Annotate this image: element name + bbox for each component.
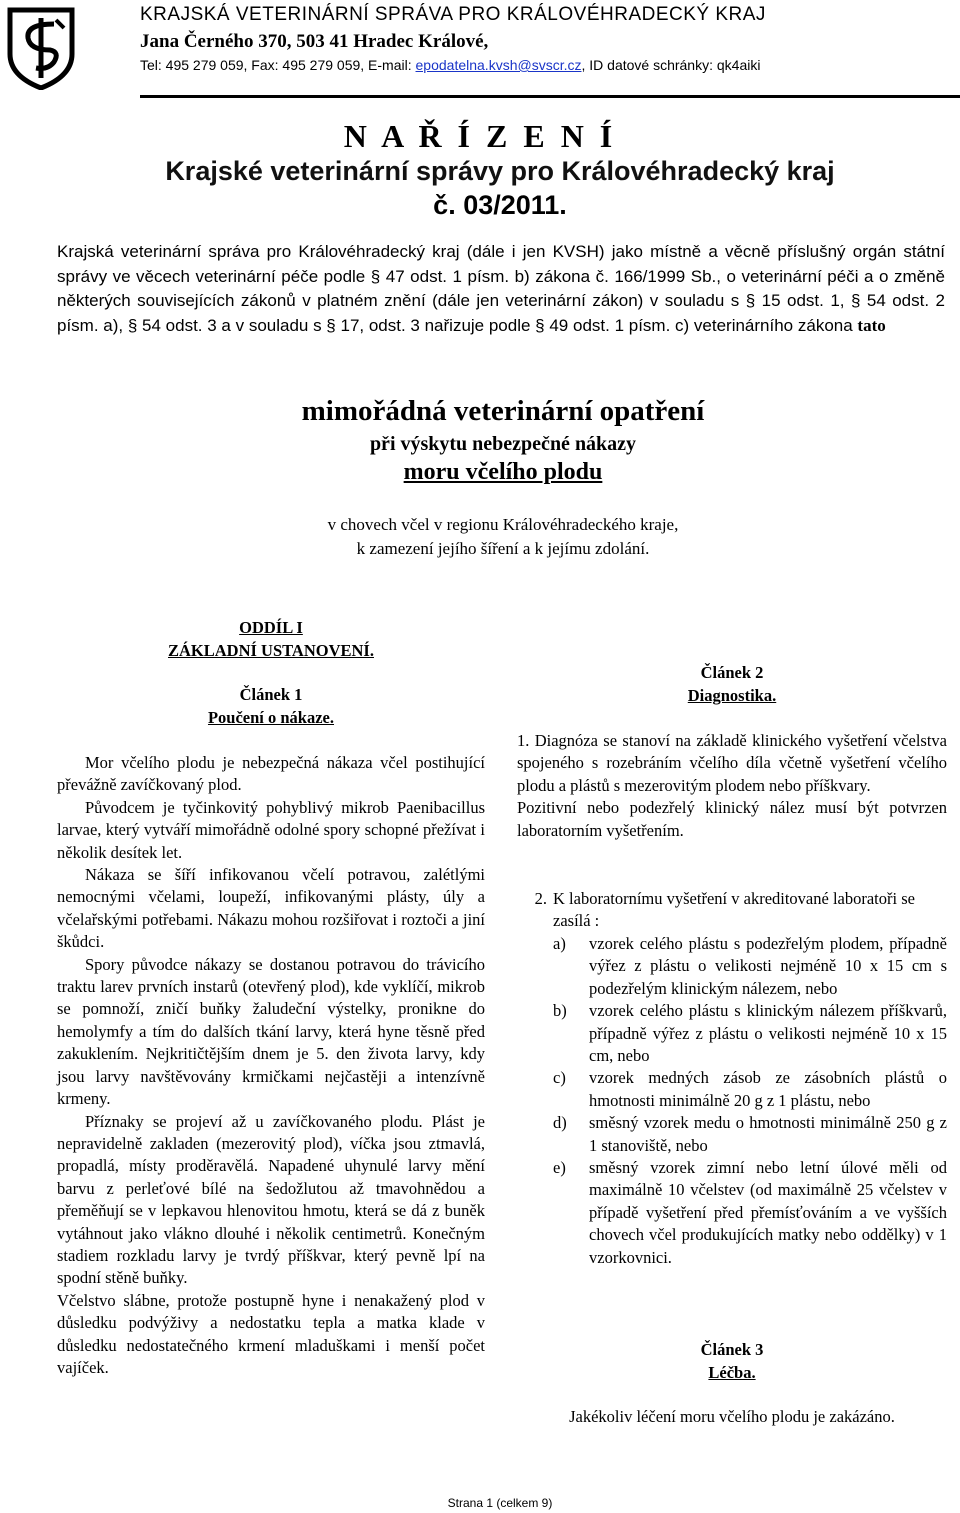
office-contacts	[140, 55, 760, 76]
scope-line-1: v chovech včel v regionu Královéhradeckého kraje,	[327, 515, 679, 534]
article1-paragraph: Příznaky se projeví až u zavíčkovaného plodu. Plást je nepravidelně zakladen (mezerovitý plod), víčka jsou ztmavlá, propadlá, místy proděravělá. Napadené uhynulé larvy mění barvu z perleťové bílé na šedožlutou až tmavohnědou a přeměňují se v lepkavou hlenovitou hmotu, která se dá z buněk vytáhnout jako vlákno dlouhé i několik centimetrů. Konečným stadiem rozkladu larvy je tvrdý příškvar, který pevně lpí na spodní stěně buňky.	[57, 1111, 485, 1288]
list-item-text: vzorek celého plástu s klinickým nálezem příškvarů, případně výřez z plástu o velikosti nejméně 10 x 15 cm, nebo	[589, 1001, 947, 1066]
article1-label: Článek 1	[239, 685, 303, 704]
article1-paragraph: Původcem je tyčinkovitý pohyblivý mikrob Paenibacillus larvae, který vytváří mimořádně odolné spory schopné přežívat i několik desítek let.	[57, 797, 485, 862]
measure-title: mimořádná veterinární opatření	[301, 395, 705, 427]
article2-item1b-text: Pozitivní nebo podezřelý klinický nález musí být potvrzen laboratorním vyšetřením.	[517, 798, 947, 840]
list-item-label: b)	[553, 1001, 567, 1021]
item-text: Diagnóza se stanoví na základě klinického vyšetření včelstva spojeného s rozebráním včelího díla včetně vyšetření včelího plodu a plástů s mezerovitým plodem nebo příškvary.	[517, 731, 947, 795]
list-item	[517, 1112, 947, 1157]
article2-title: Diagnostika.	[687, 686, 777, 705]
list-item-text: vzorek celého plástu s podezřelým plodem, případně výřez z plástu o velikosti nejméně 10 x 15 cm s podezřelým klinickým nálezem, nebo	[589, 934, 947, 998]
article1-paragraph: Nákaza se šíří infikovanou včelí potravou, zalétlými nemocnými včelami, loupeží, infikovanými plásty, úly a včelařskými potřebami. Nákazu mohou rozšiřovat i roztoči a jiní škůdci.	[57, 865, 485, 952]
section-label: ODDÍL I	[239, 618, 303, 637]
article2-item2-line	[517, 888, 947, 933]
list-item-text: vzorek medných zásob ze zásobních plástů o hmotnosti minimálně 20 g z 1 plástu, nebo	[589, 1068, 947, 1110]
document-heading: N A Ř Í Z E N Í	[343, 118, 617, 154]
vet-emblem-logo	[6, 6, 76, 90]
article1-title: Poučení o nákaze.	[207, 708, 335, 727]
measure-subtitle: při výskytu nebezpečné nákazy	[369, 433, 637, 455]
article1-body	[57, 752, 485, 1379]
document-subheading: Krajské veterinární správy pro Královéhradecký kraj	[165, 156, 835, 186]
list-item	[517, 1000, 947, 1067]
scope-line-2: k zamezení jejího šíření a k jejímu zdolání.	[356, 539, 650, 558]
item-number: 1.	[517, 731, 530, 750]
list-item-text: směsný vzorek medu o hmotnosti minimálně 250 g z 1 stanoviště, nebo	[589, 1113, 947, 1155]
item-number: 2.	[534, 889, 547, 908]
article1-paragraph: Mor včelího plodu je nebezpečná nákaza včel postihující převážně zavíčkovaný plod.	[57, 753, 485, 795]
header-divider	[140, 95, 960, 98]
office-address: Jana Černého 370, 503 41 Hradec Králové,	[140, 31, 489, 52]
intro-text: Krajská veterinární správa pro Královéhradecký kraj (dále i jen KVSH) jako místně a věcně příslušný orgán státní správy ve věcech veterinární péče podle § 47 odst. 1 písm. b) zákona č. 166/1999 Sb., o veterinární péči a o změně některých souvisejících zákonů v platném znění (dále jen veterinární zákon) v souladu s § 15 odst. 1, § 54 odst. 2 písm. a), § 54 odst. 3 a v souladu s § 17, odst. 3 nařizuje podle § 49 odst. 1 písm. c) veterinárního zákona	[57, 242, 945, 335]
data-box-id: , ID datové schránky: qk4aiki	[581, 57, 761, 73]
document-number: č. 03/2011.	[433, 190, 567, 220]
page-number: Strana 1 (celkem 9)	[447, 1496, 553, 1510]
list-item-label: d)	[553, 1113, 567, 1133]
item-text: K laboratornímu vyšetření v akreditované laboratoři se zasílá :	[553, 889, 915, 931]
sample-list	[517, 933, 947, 1269]
list-item	[517, 1157, 947, 1269]
intro-paragraph	[57, 240, 945, 338]
article3-text: Jakékoliv léčení moru včelího plodu je zakázáno.	[569, 1407, 895, 1426]
list-item-label: c)	[553, 1068, 566, 1088]
article1-paragraph: Spory původce nákazy se dostanou potravou do trávicího traktu larev prvních instarů (otevřený plod), kde vyklíčí, mikrob se pomnoží, zničí buňky žaludeční výstelky, pronikne do hemolymfy a tím do dalších tkání larvy, která hyne těsně před zakuklením. Nejkritičtějším dnem je 5. den života larvy, kdy jsou larvy navštěvovány krmičkami nejčastěji a intenzívně krmeny.	[57, 954, 485, 1109]
article2-item2	[517, 888, 947, 933]
list-item-label: e)	[553, 1158, 566, 1178]
article2-label: Článek 2	[700, 663, 764, 682]
contact-phones: Tel: 495 279 059, Fax: 495 279 059, E-mail:	[140, 57, 416, 73]
office-name: KRAJSKÁ VETERINÁRNÍ SPRÁVA PRO KRÁLOVÉHRADECKÝ KRAJ	[140, 4, 766, 25]
list-item	[517, 1067, 947, 1112]
article3-title: Léčba.	[708, 1363, 756, 1382]
list-item-text: směsný vzorek zimní nebo letní úlové měli od maximálně 10 včelstev (od maximálně 25 včelstev v případě vyšetření před přemísťováním a ve vyšších chovech včel produkujících matky nebo oddělky) v 1 vzorkovnici.	[589, 1158, 947, 1267]
article2-item1-text	[517, 730, 947, 797]
section-name: ZÁKLADNÍ USTANOVENÍ.	[168, 641, 374, 660]
article1-paragraph: Včelstvo slábne, protože postupně hyne i nenakažený plod v důsledku podvýživy a nedostatku tepla a matka klade v důsledku nedostatečného krmení mladuškami i menší počet vajíček.	[57, 1290, 485, 1377]
list-item-label: a)	[553, 934, 566, 953]
intro-bold-word: tato	[857, 315, 886, 335]
article2-item1	[517, 730, 947, 842]
email-link[interactable]: epodatelna.kvsh@svscr.cz	[415, 57, 582, 73]
article3-label: Článek 3	[700, 1340, 764, 1359]
measure-scope	[0, 513, 960, 561]
disease-name: moru včelího plodu	[403, 459, 603, 485]
list-item	[517, 933, 947, 1000]
